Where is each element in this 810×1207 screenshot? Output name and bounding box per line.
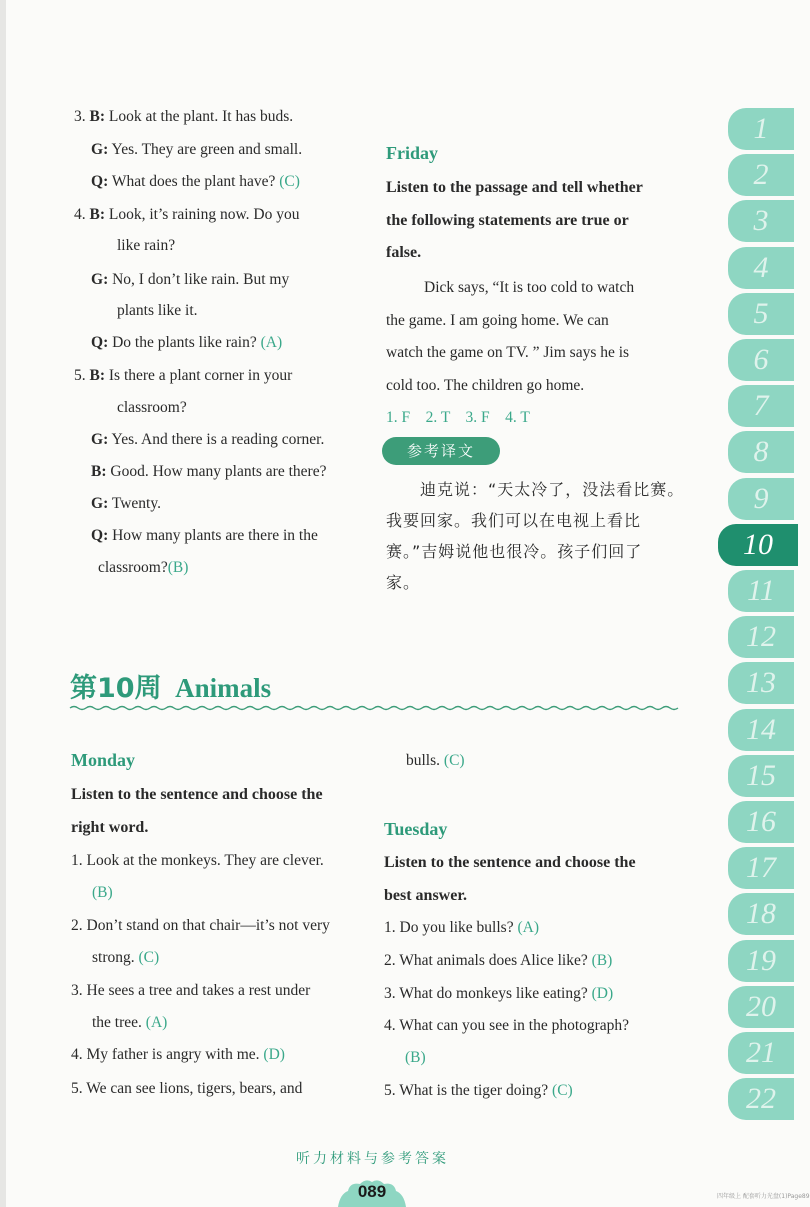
dialogue-line: G: Yes. They are green and small. bbox=[91, 141, 303, 158]
page-number-badge bbox=[336, 1178, 408, 1207]
translation-line: 我要回家。我们可以在电视上看比 bbox=[386, 511, 642, 530]
dialogue-line: 3. B: Look at the plant. It has buds. bbox=[74, 108, 294, 125]
week-tab-19[interactable]: 19 bbox=[728, 940, 794, 982]
friday-instruction-line: Listen to the passage and tell whether bbox=[386, 179, 643, 196]
tuesday-item: 2. What animals does Alice like? (B) bbox=[384, 952, 613, 969]
tuesday-item: (B) bbox=[405, 1049, 426, 1066]
passage-line: the game. I am going home. We can bbox=[386, 312, 609, 329]
translation-badge: 参考译文 bbox=[382, 437, 500, 465]
week-tab-5[interactable]: 5 bbox=[728, 293, 794, 335]
week-tab-20[interactable]: 20 bbox=[728, 986, 794, 1028]
tuesday-instruction-line: best answer. bbox=[384, 887, 467, 904]
week-tab-4[interactable]: 4 bbox=[728, 247, 794, 289]
dialogue-line: 4. B: Look, it’s raining now. Do you bbox=[74, 206, 300, 223]
dialogue-line: Q: How many plants are there in the bbox=[91, 527, 318, 544]
week-tab-2[interactable]: 2 bbox=[728, 154, 794, 196]
monday-item: 3. He sees a tree and takes a rest under bbox=[71, 982, 311, 999]
week-title bbox=[70, 672, 271, 705]
week-tab-10[interactable]: 10 bbox=[718, 524, 798, 566]
week-tab-21[interactable]: 21 bbox=[728, 1032, 794, 1074]
week-tab-12[interactable]: 12 bbox=[728, 616, 794, 658]
week-tab-8[interactable]: 8 bbox=[728, 431, 794, 473]
week-tab-16[interactable]: 16 bbox=[728, 801, 794, 843]
friday-heading: Friday bbox=[386, 143, 438, 163]
tuesday-item: 3. What do monkeys like eating? (D) bbox=[384, 985, 614, 1002]
week-tab-22[interactable]: 22 bbox=[728, 1078, 794, 1120]
monday-item: the tree. (A) bbox=[92, 1014, 168, 1031]
week-tab-1[interactable]: 1 bbox=[728, 108, 794, 150]
dialogue-line: plants like it. bbox=[117, 302, 198, 319]
corner-note: 四年级上 配套听力光盘(1)Page89 bbox=[717, 1193, 810, 1200]
tuesday-item: 5. What is the tiger doing? (C) bbox=[384, 1082, 573, 1099]
wavy-divider bbox=[70, 703, 678, 713]
passage-line: cold too. The children go home. bbox=[386, 377, 585, 394]
week-tab-17[interactable]: 17 bbox=[728, 847, 794, 889]
week-tab-13[interactable]: 13 bbox=[728, 662, 794, 704]
tuesday-item: 4. What can you see in the photograph? bbox=[384, 1017, 630, 1034]
week-tab-6[interactable]: 6 bbox=[728, 339, 794, 381]
dialogue-line: classroom? bbox=[117, 399, 187, 416]
passage-line: Dick says, “It is too cold to watch bbox=[424, 279, 635, 296]
dialogue-line: like rain? bbox=[117, 237, 176, 254]
week-tab-3[interactable]: 3 bbox=[728, 200, 794, 242]
monday-item: (B) bbox=[92, 884, 113, 901]
monday-item: strong. (C) bbox=[92, 949, 160, 966]
week-number: 第10周 bbox=[70, 673, 162, 704]
dialogue-line: Q: Do the plants like rain? (A) bbox=[91, 334, 283, 351]
dialogue-line: Q: What does the plant have? (C) bbox=[91, 173, 300, 190]
tuesday-item: 1. Do you like bulls? (A) bbox=[384, 919, 539, 936]
dialogue-line: G: Yes. And there is a reading corner. bbox=[91, 431, 325, 448]
passage-line: watch the game on TV. ” Jim says he is bbox=[386, 344, 630, 361]
friday-instruction-line: false. bbox=[386, 244, 422, 261]
week-tab-15[interactable]: 15 bbox=[728, 755, 794, 797]
footer-label: 听力材料与参考答案 bbox=[296, 1151, 449, 1167]
week-topic: Animals bbox=[175, 673, 272, 703]
monday-item: bulls. (C) bbox=[406, 752, 465, 769]
translation-line: 家。 bbox=[386, 573, 421, 592]
tuesday-instruction-line: Listen to the sentence and choose the bbox=[384, 854, 636, 871]
translation-line: 赛。”吉姆说他也很冷。孩子们回了 bbox=[386, 542, 643, 561]
dialogue-line: 5. B: Is there a plant corner in your bbox=[74, 367, 293, 384]
tuesday-heading: Tuesday bbox=[384, 819, 448, 839]
page-number: 089 bbox=[357, 1182, 387, 1201]
dialogue-line: B: Good. How many plants are there? bbox=[91, 463, 327, 480]
monday-instruction-line: Listen to the sentence and choose the bbox=[71, 786, 323, 803]
monday-item: 2. Don’t stand on that chair—it’s not very bbox=[71, 917, 330, 934]
dialogue-line: classroom?(B) bbox=[98, 559, 189, 576]
friday-answers: 1. F 2. T 3. F 4. T bbox=[386, 409, 530, 426]
monday-item: 4. My father is angry with me. (D) bbox=[71, 1046, 285, 1063]
page-edge bbox=[0, 0, 6, 1207]
monday-heading: Monday bbox=[71, 750, 136, 770]
monday-item: 5. We can see lions, tigers, bears, and bbox=[71, 1080, 303, 1097]
week-tab-14[interactable]: 14 bbox=[728, 709, 794, 751]
monday-item: 1. Look at the monkeys. They are clever. bbox=[71, 852, 324, 869]
dialogue-line: G: No, I don’t like rain. But my bbox=[91, 271, 290, 288]
week-tab-18[interactable]: 18 bbox=[728, 893, 794, 935]
week-tab-11[interactable]: 11 bbox=[728, 570, 794, 612]
translation-line: 迪克说：“天太冷了，没法看比赛。 bbox=[420, 480, 685, 499]
monday-instruction-line: right word. bbox=[71, 819, 149, 836]
week-tab-9[interactable]: 9 bbox=[728, 478, 794, 520]
friday-instruction-line: the following statements are true or bbox=[386, 212, 629, 229]
week-tab-7[interactable]: 7 bbox=[728, 385, 794, 427]
dialogue-line: G: Twenty. bbox=[91, 495, 161, 512]
